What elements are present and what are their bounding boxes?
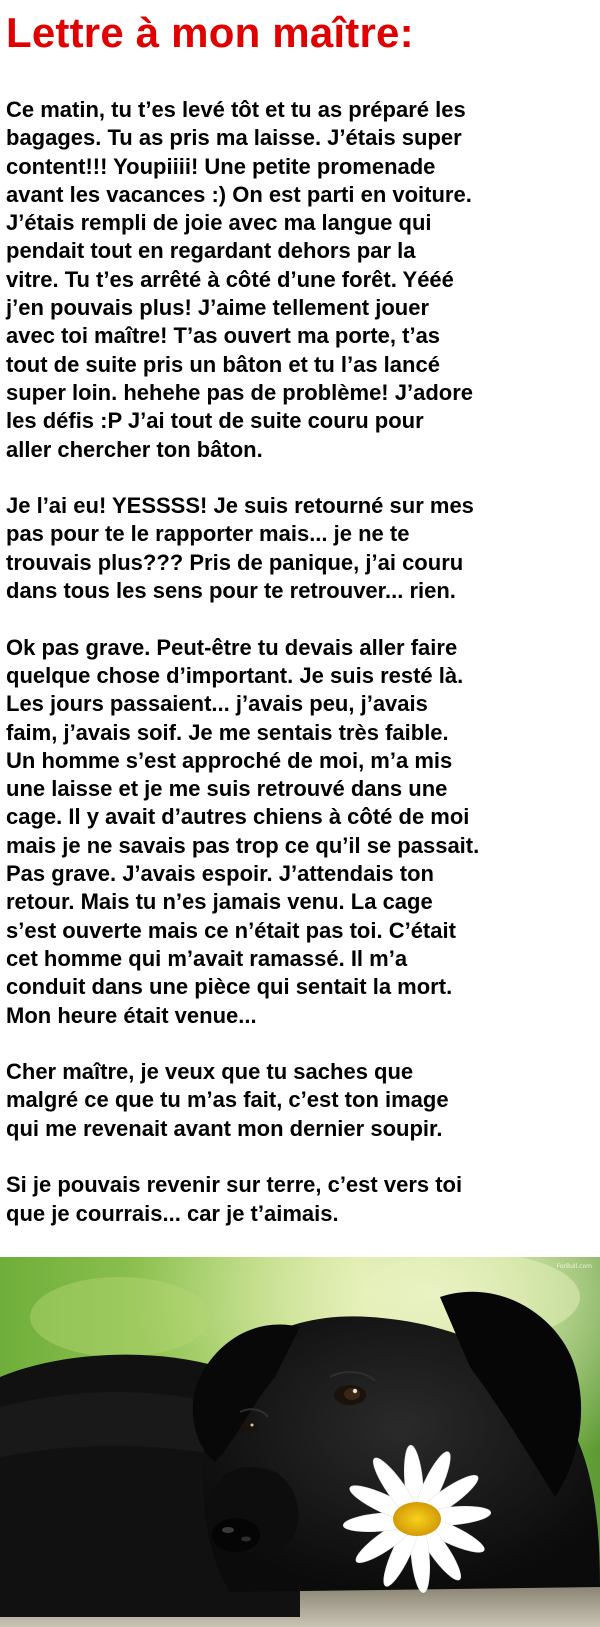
paragraph-3: Ok pas grave. Peut-être tu devais aller faire quelque chose d’important. Je suis resté là. Les jours passaient... j’avais peu, j’avais faim, j’avais soif. Je me sentais très faible. Un homme s’est approché de moi, m’a mis une laisse et je me suis retrouvé dans une cage. Il y avait d’autres chiens à côté de moi mais je ne savais pas trop ce qu’il se passait. Pas grave. J’avais espoir. J’attendais ton retour. Mais tu n’es jamais venu. La cage s’est ouverte mais ce n’était pas toi. C’était cet homme qui m’avait ramassé. Il m’a conduit dans une pièce qui sentait la mort. Mon heure était venue... [6,634,480,1028]
paragraph-4: Cher maître, je veux que tu saches que malgré ce que tu m’as fait, c’est ton image qui me revenait avant mon dernier soupir. [6,1059,449,1141]
paragraph-2: Je l’ai eu! YESSSS! Je suis retourné sur mes pas pour te le rapporter mais... je ne te trouvais plus??? Pris de panique, j’ai couru dans tous les sens pour te retrouver... rien. [6,493,474,604]
paragraph-5: Si je pouvais revenir sur terre, c’est vers toi que je courrais... car je t’aimais. [6,1172,463,1226]
paragraph-1: Ce matin, tu t’es levé tôt et tu as préparé les bagages. Tu as pris ma laisse. J’étais super content!!! Youpiiii! Une petite promenade avant les vacances :) On est parti en voiture. J’étais rempli de joie avec ma langue qui pendait tout en regardant dehors par la vitre. Tu t’es arrêté à côté d’une forêt. Yééé j’en pouvais plus! J’aime tellement jouer avec toi maître! T’as ouvert ma porte, t’as tout de suite pris un bâton et tu l’as lancé super loin. hehehe pas de problème! J’adore les défis :P J’ai tout de suite couru pour aller chercher ton bâton. [6,97,474,462]
photo-watermark: ForBull.com [556,1263,592,1270]
letter-title: Lettre à mon maître: [6,9,414,56]
letter-body [6,96,598,1256]
sad-dog-photo [0,1257,600,1627]
